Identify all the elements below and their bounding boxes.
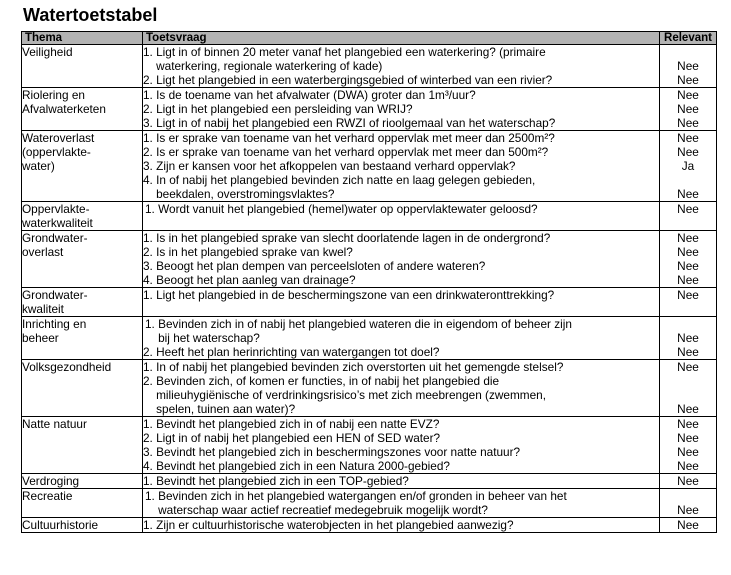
relevant-answer: Nee <box>677 131 699 145</box>
theme-label-line: Oppervlakte- <box>22 202 90 216</box>
question-cell <box>143 417 660 474</box>
relevant-answer: Nee <box>677 231 699 245</box>
relevant-cell <box>660 317 717 360</box>
relevant-answer: Nee <box>677 145 699 159</box>
relevant-answer: Nee <box>677 360 699 374</box>
theme-cell <box>22 202 143 231</box>
question-item <box>143 102 659 116</box>
question-text-line: 1. Ligt het plangebied in de beschermingszone van een drinkwateronttrekking? <box>143 288 555 302</box>
theme-label-line: Wateroverlast <box>22 131 95 145</box>
question-text-line: 4. Beoogt het plan aanleg van drainage? <box>143 273 356 287</box>
theme-cell <box>22 489 143 518</box>
theme-label-line: Grondwater- <box>22 288 88 302</box>
question-cell <box>143 489 660 518</box>
answer-spacer <box>660 173 716 187</box>
question-text-line: 1. In of nabij het plangebied bevinden zich overstorten uit het gemengde stelsel? <box>143 360 564 374</box>
theme-label-line: overlast <box>22 245 64 259</box>
theme-label-line: (oppervlakte- <box>22 145 91 159</box>
theme-cell <box>22 45 143 88</box>
table-header-row <box>22 32 717 45</box>
table-row <box>22 317 717 360</box>
question-text-line: 2. Ligt in of nabij het plangebied een HEN of SED water? <box>143 431 441 445</box>
question-text-line: 1. Zijn er cultuurhistorische waterobjecten in het plangebied aanwezig? <box>143 518 514 532</box>
relevant-answer: Nee <box>677 59 699 73</box>
question-item <box>143 431 659 445</box>
theme-label-line: Cultuurhistorie <box>22 518 99 532</box>
question-item <box>143 317 659 345</box>
table-row <box>22 518 717 533</box>
theme-label-line: Riolering en <box>22 88 85 102</box>
question-text-line: 3. Beoogt het plan dempen van perceelsloten of andere wateren? <box>143 259 486 273</box>
relevant-cell <box>660 45 717 88</box>
question-item <box>143 518 659 532</box>
relevant-cell <box>660 518 717 533</box>
theme-cell <box>22 317 143 360</box>
relevant-answer: Nee <box>677 402 699 416</box>
question-text-line: 1. Bevinden zich in of nabij het plangebied wateren die in eigendom of beheer zijn <box>145 317 572 331</box>
question-text-line: bij het waterschap? <box>145 331 260 345</box>
theme-cell <box>22 231 143 288</box>
relevant-answer: Nee <box>677 417 699 431</box>
relevant-answer: Nee <box>677 459 699 473</box>
question-text-line: 2. Is in het plangebied sprake van kwel? <box>143 245 353 259</box>
question-item <box>143 360 659 374</box>
question-cell <box>143 88 660 131</box>
table-row <box>22 202 717 231</box>
question-text-line: 2. Is er sprake van toename van het verhard oppervlak met meer dan 500m²? <box>143 145 549 159</box>
table-row <box>22 45 717 88</box>
question-item <box>143 417 659 431</box>
theme-label-line: Verdroging <box>22 474 80 488</box>
question-text-line: 1. Bevindt het plangebied zich in of nabij een natte EVZ? <box>143 417 440 431</box>
question-item <box>143 489 659 517</box>
relevant-answer: Nee <box>677 73 699 87</box>
page-title: Watertoetstabel <box>23 5 158 25</box>
question-cell <box>143 202 660 231</box>
relevant-cell <box>660 489 717 518</box>
table-row <box>22 231 717 288</box>
answer-spacer <box>660 489 716 503</box>
question-text-line: waterschap waar actief recreatief medegebruik mogelijk wordt? <box>145 503 488 517</box>
column-header-theme: Thema <box>22 32 143 45</box>
theme-label-line: kwaliteit <box>22 302 64 316</box>
relevant-answer: Nee <box>677 445 699 459</box>
table-row <box>22 474 717 489</box>
table-row <box>22 417 717 474</box>
relevant-cell <box>660 231 717 288</box>
water-test-table <box>21 31 717 533</box>
question-item <box>143 116 659 130</box>
question-text-line: 2. Bevinden zich, of komen er functies, in of nabij het plangebied die <box>143 374 500 388</box>
theme-label-line: waterkwaliteit <box>22 216 93 230</box>
relevant-answer: Nee <box>677 431 699 445</box>
theme-cell <box>22 131 143 202</box>
question-text-line: 1. Is de toename van het afvalwater (DWA) groter dan 1m³/uur? <box>143 88 476 102</box>
question-item <box>143 131 659 145</box>
question-text-line: 1. Ligt in of binnen 20 meter vanaf het plangebied een waterkering? (primaire <box>143 45 546 59</box>
table-body <box>22 45 717 533</box>
theme-label-line: Volksgezondheid <box>22 360 112 374</box>
answer-spacer <box>660 317 716 331</box>
answer-spacer <box>660 374 716 388</box>
relevant-answer: Nee <box>677 245 699 259</box>
question-text-line: milieuhygiënische of verdrinkingsrisico’s met zich meebrengen (zwemmen, <box>143 388 547 402</box>
theme-label-line: Inrichting en <box>22 317 87 331</box>
theme-cell <box>22 474 143 489</box>
theme-label-line: Veiligheid <box>22 45 73 59</box>
question-cell <box>143 518 660 533</box>
question-cell <box>143 131 660 202</box>
relevant-cell <box>660 288 717 317</box>
question-text-line: 4. In of nabij het plangebied bevinden zich natte en laag gelegen gebieden, <box>143 173 536 187</box>
question-text-line: 3. Ligt in of nabij het plangebied een RWZI of rioolgemaal van het waterschap? <box>143 116 556 130</box>
theme-label-line: water) <box>22 159 55 173</box>
question-text-line: 1. Bevindt het plangebied zich in een TOP-gebied? <box>143 474 409 488</box>
question-text-line: 1. Bevinden zich in het plangebied watergangen en/of gronden in beheer van het <box>145 489 567 503</box>
relevant-answer: Nee <box>677 259 699 273</box>
table-row <box>22 88 717 131</box>
relevant-answer: Nee <box>677 187 699 201</box>
question-text-line: 2. Ligt het plangebied in een waterbergingsgebied of winterbed van een rivier? <box>143 73 553 87</box>
relevant-answer: Nee <box>677 288 699 302</box>
question-cell <box>143 317 660 360</box>
question-item <box>143 159 659 173</box>
relevant-answer: Nee <box>677 518 699 532</box>
theme-cell <box>22 417 143 474</box>
column-header-relevant: Relevant <box>660 32 717 45</box>
table-row <box>22 131 717 202</box>
question-text-line: 1. Wordt vanuit het plangebied (hemel)water op oppervlaktewater geloosd? <box>145 202 538 216</box>
question-item <box>143 88 659 102</box>
theme-cell <box>22 88 143 131</box>
question-cell <box>143 288 660 317</box>
relevant-answer: Nee <box>677 345 699 359</box>
relevant-cell <box>660 202 717 231</box>
relevant-answer: Nee <box>677 474 699 488</box>
relevant-cell <box>660 417 717 474</box>
question-text-line: 3. Zijn er kansen voor het afkoppelen van bestaand verhard oppervlak? <box>143 159 516 173</box>
relevant-answer: Nee <box>677 331 699 345</box>
question-cell <box>143 231 660 288</box>
question-cell <box>143 45 660 88</box>
column-header-question: Toetsvraag <box>143 32 660 45</box>
question-text-line: spelen, tuinen aan water)? <box>143 402 296 416</box>
question-item <box>143 273 659 287</box>
relevant-cell <box>660 474 717 489</box>
question-text-line: beekdalen, overstromingsvlaktes? <box>143 187 335 201</box>
question-item <box>143 374 659 416</box>
relevant-answer: Ja <box>681 159 695 173</box>
theme-label-line: Recreatie <box>22 489 73 503</box>
question-item <box>143 173 659 201</box>
table-row <box>22 360 717 417</box>
question-item <box>143 145 659 159</box>
question-item <box>143 231 659 245</box>
question-item <box>143 445 659 459</box>
question-text-line: 1. Is er sprake van toename van het verhard oppervlak met meer dan 2500m²? <box>143 131 555 145</box>
question-item <box>143 202 659 216</box>
theme-cell <box>22 360 143 417</box>
question-item <box>143 73 659 87</box>
relevant-answer: Nee <box>677 503 699 517</box>
theme-label-line: beheer <box>22 331 59 345</box>
relevant-answer: Nee <box>677 116 699 130</box>
theme-cell <box>22 288 143 317</box>
question-item <box>143 245 659 259</box>
question-text-line: 1. Is in het plangebied sprake van slecht doorlatende lagen in de ondergrond? <box>143 231 551 245</box>
theme-cell <box>22 518 143 533</box>
question-item <box>143 288 659 302</box>
relevant-cell <box>660 88 717 131</box>
relevant-answer: Nee <box>677 102 699 116</box>
question-text-line: 4. Bevindt het plangebied zich in een Natura 2000-gebied? <box>143 459 450 473</box>
theme-label-line: Afvalwaterketen <box>22 102 106 116</box>
theme-label-line: Natte natuur <box>22 417 87 431</box>
question-item <box>143 45 659 73</box>
relevant-answer: Nee <box>677 202 699 216</box>
relevant-cell <box>660 360 717 417</box>
question-text-line: waterkering, regionale waterkering of kade) <box>143 59 383 73</box>
question-item <box>143 345 659 359</box>
question-item <box>143 474 659 488</box>
question-cell <box>143 360 660 417</box>
table-row <box>22 489 717 518</box>
relevant-answer: Nee <box>677 88 699 102</box>
relevant-cell <box>660 131 717 202</box>
question-text-line: 2. Ligt in het plangebied een persleiding van WRIJ? <box>143 102 413 116</box>
relevant-answer: Nee <box>677 273 699 287</box>
theme-label-line: Grondwater- <box>22 231 88 245</box>
question-cell <box>143 474 660 489</box>
question-item <box>143 259 659 273</box>
question-text-line: 3. Bevindt het plangebied zich in beschermingszones voor natte natuur? <box>143 445 521 459</box>
question-text-line: 2. Heeft het plan herinrichting van watergangen tot doel? <box>143 345 440 359</box>
question-item <box>143 459 659 473</box>
answer-spacer <box>660 45 716 59</box>
answer-spacer <box>660 388 716 402</box>
table-row <box>22 288 717 317</box>
